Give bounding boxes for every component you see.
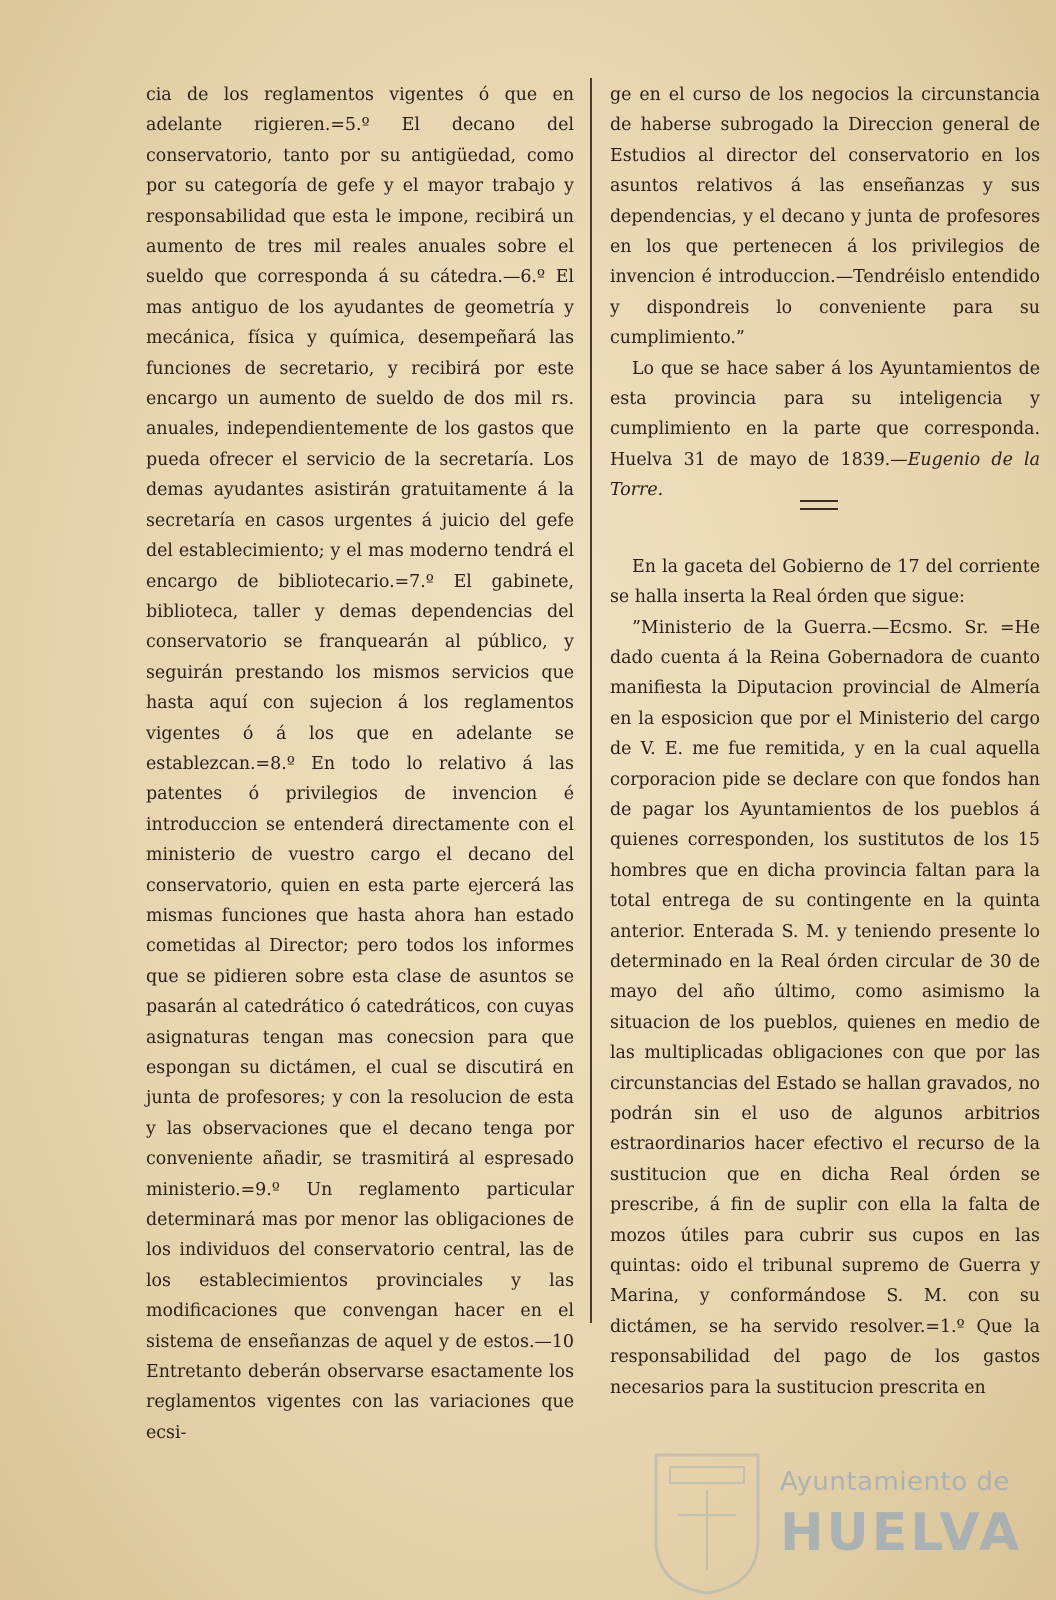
- left-paragraph: cia de los reglamentos vigentes ó que en adelante rigieren.=5.º El decano del conservatorio, tanto por su antigüedad, como por su categoría de gefe y el mayor trabajo y responsabilidad que esta le impone, recibirá un aumento de tres mil reales anuales sobre el sueldo que corresponda á su cátedra.—6.º El mas antiguo de los ayudantes de geometría y mecánica, física y química, desempeñará las funciones de secretario, y recibirá por este encargo un aumento de sueldo de dos mil rs. anuales, independientemente de los gastos que pueda ofrecer el servicio de la secretaría. Los demas ayudantes asistirán gratuitamente á la secretaría en casos urgentes á juicio del gefe del establecimiento; y el mas moderno tendrá el encargo de bibliotecario.=7.º El gabinete, biblioteca, taller y demas dependencias del conservatorio se franquearán al público, y seguirán prestando los mismos servicios que hasta aquí con sujecion á los reglamentos vigentes ó á los que en adelante se establezcan.=8.º En todo lo relativo á las patentes ó privilegios de invencion é introduccion se entenderá directamente con el ministerio de vuestro cargo el decano del conservatorio, quien en esta parte ejercerá las mismas funciones que hasta ahora han estado cometidas al Director; pero todos los informes que se pidieren sobre esta clase de asuntos se pasarán al catedrático ó catedráticos, con cuyas asignaturas tengan mas conecsion para que espongan su dictámen, el cual se discutirá en junta de profesores; y con la resolucion de esta y las observaciones que el decano tenga por conveniente añadir, se trasmitirá al espresado ministerio.=9.º Un reglamento particular determinará mas por menor las obligaciones de los individuos del conservatorio central, las de los establecimientos provinciales y las modificaciones que convengan hacer en el sistema de enseñanzas de aquel y de estos.—10 Entretanto deberán observarse esactamente los reglamentos vigentes con las variaciones que ecsi-: [146, 85, 574, 1443]
- section-separator: [800, 500, 838, 510]
- signature: Eugenio de la Torre.: [610, 449, 1040, 501]
- watermark-line-2: HUELVA: [780, 1503, 1023, 1563]
- column-divider: [590, 78, 592, 1323]
- right-paragraph-2: [610, 354, 1040, 506]
- right-paragraph-4: ”Ministerio de la Guerra.—Ecsmo. Sr. =He dado cuenta á la Reina Gobernadora de cuanto manifiesta la Diputacion provincial de Almería en la esposicion que por el Ministerio del cargo de V. E. me fue remitida, y en la cual aquella corporacion pide se declare con que fondos han de pagar los Ayuntamientos de los pueblos á quienes corresponden, los sustitutos de los 15 hombres que en dicha provincia faltan para la total entrega de su contingente en la quinta anterior. Enterada S. M. y teniendo presente lo determinado en la Real órden circular de 30 de mayo del año último, como asimismo la situacion de los pueblos, quienes en medio de las multiplicadas obligaciones con que por las circunstancias del Estado se hallan gravados, no podrán sin el uso de algunos arbitrios estraordinarios hacer efectivo el recurso de la sustitucion que en dicha Real órden se prescribe, á fin de suplir con ella la falta de mozos útiles para cubrir sus cupos en las quintas: oido el tribunal supremo de Guerra y Marina, y conformándose S. M. con su dictámen, se ha servido resolver.=1.º Que la responsabilidad del pago de los gastos necesarios para la sustitucion prescrita en: [610, 617, 1040, 1398]
- right-paragraph-1: ge en el curso de los negocios la circunstancia de haberse subrogado la Direccion general de Estudios al director del conservatorio en los asuntos relativos á las enseñanzas y sus dependencias, y el decano y junta de profesores en los que pertenecen á los privilegios de invencion é introduccion.—Tendréislo entendido y dispondreis lo conveniente para su cumplimiento.”: [610, 85, 1040, 349]
- left-text-column: [146, 80, 574, 1448]
- right-text-column: [610, 80, 1040, 1403]
- watermark-line-1: Ayuntamiento de: [780, 1467, 1010, 1497]
- notice-text: Lo que se hace saber á los Ayuntamientos de esta provincia para su inteligencia y cumplimiento en la parte que corresponda. Huelva 31 de mayo de 1839.—: [610, 358, 1040, 470]
- section-gap: [610, 506, 1040, 552]
- right-paragraph-3: En la gaceta del Gobierno de 17 del corriente se halla inserta la Real órden que sigue:: [610, 556, 1040, 608]
